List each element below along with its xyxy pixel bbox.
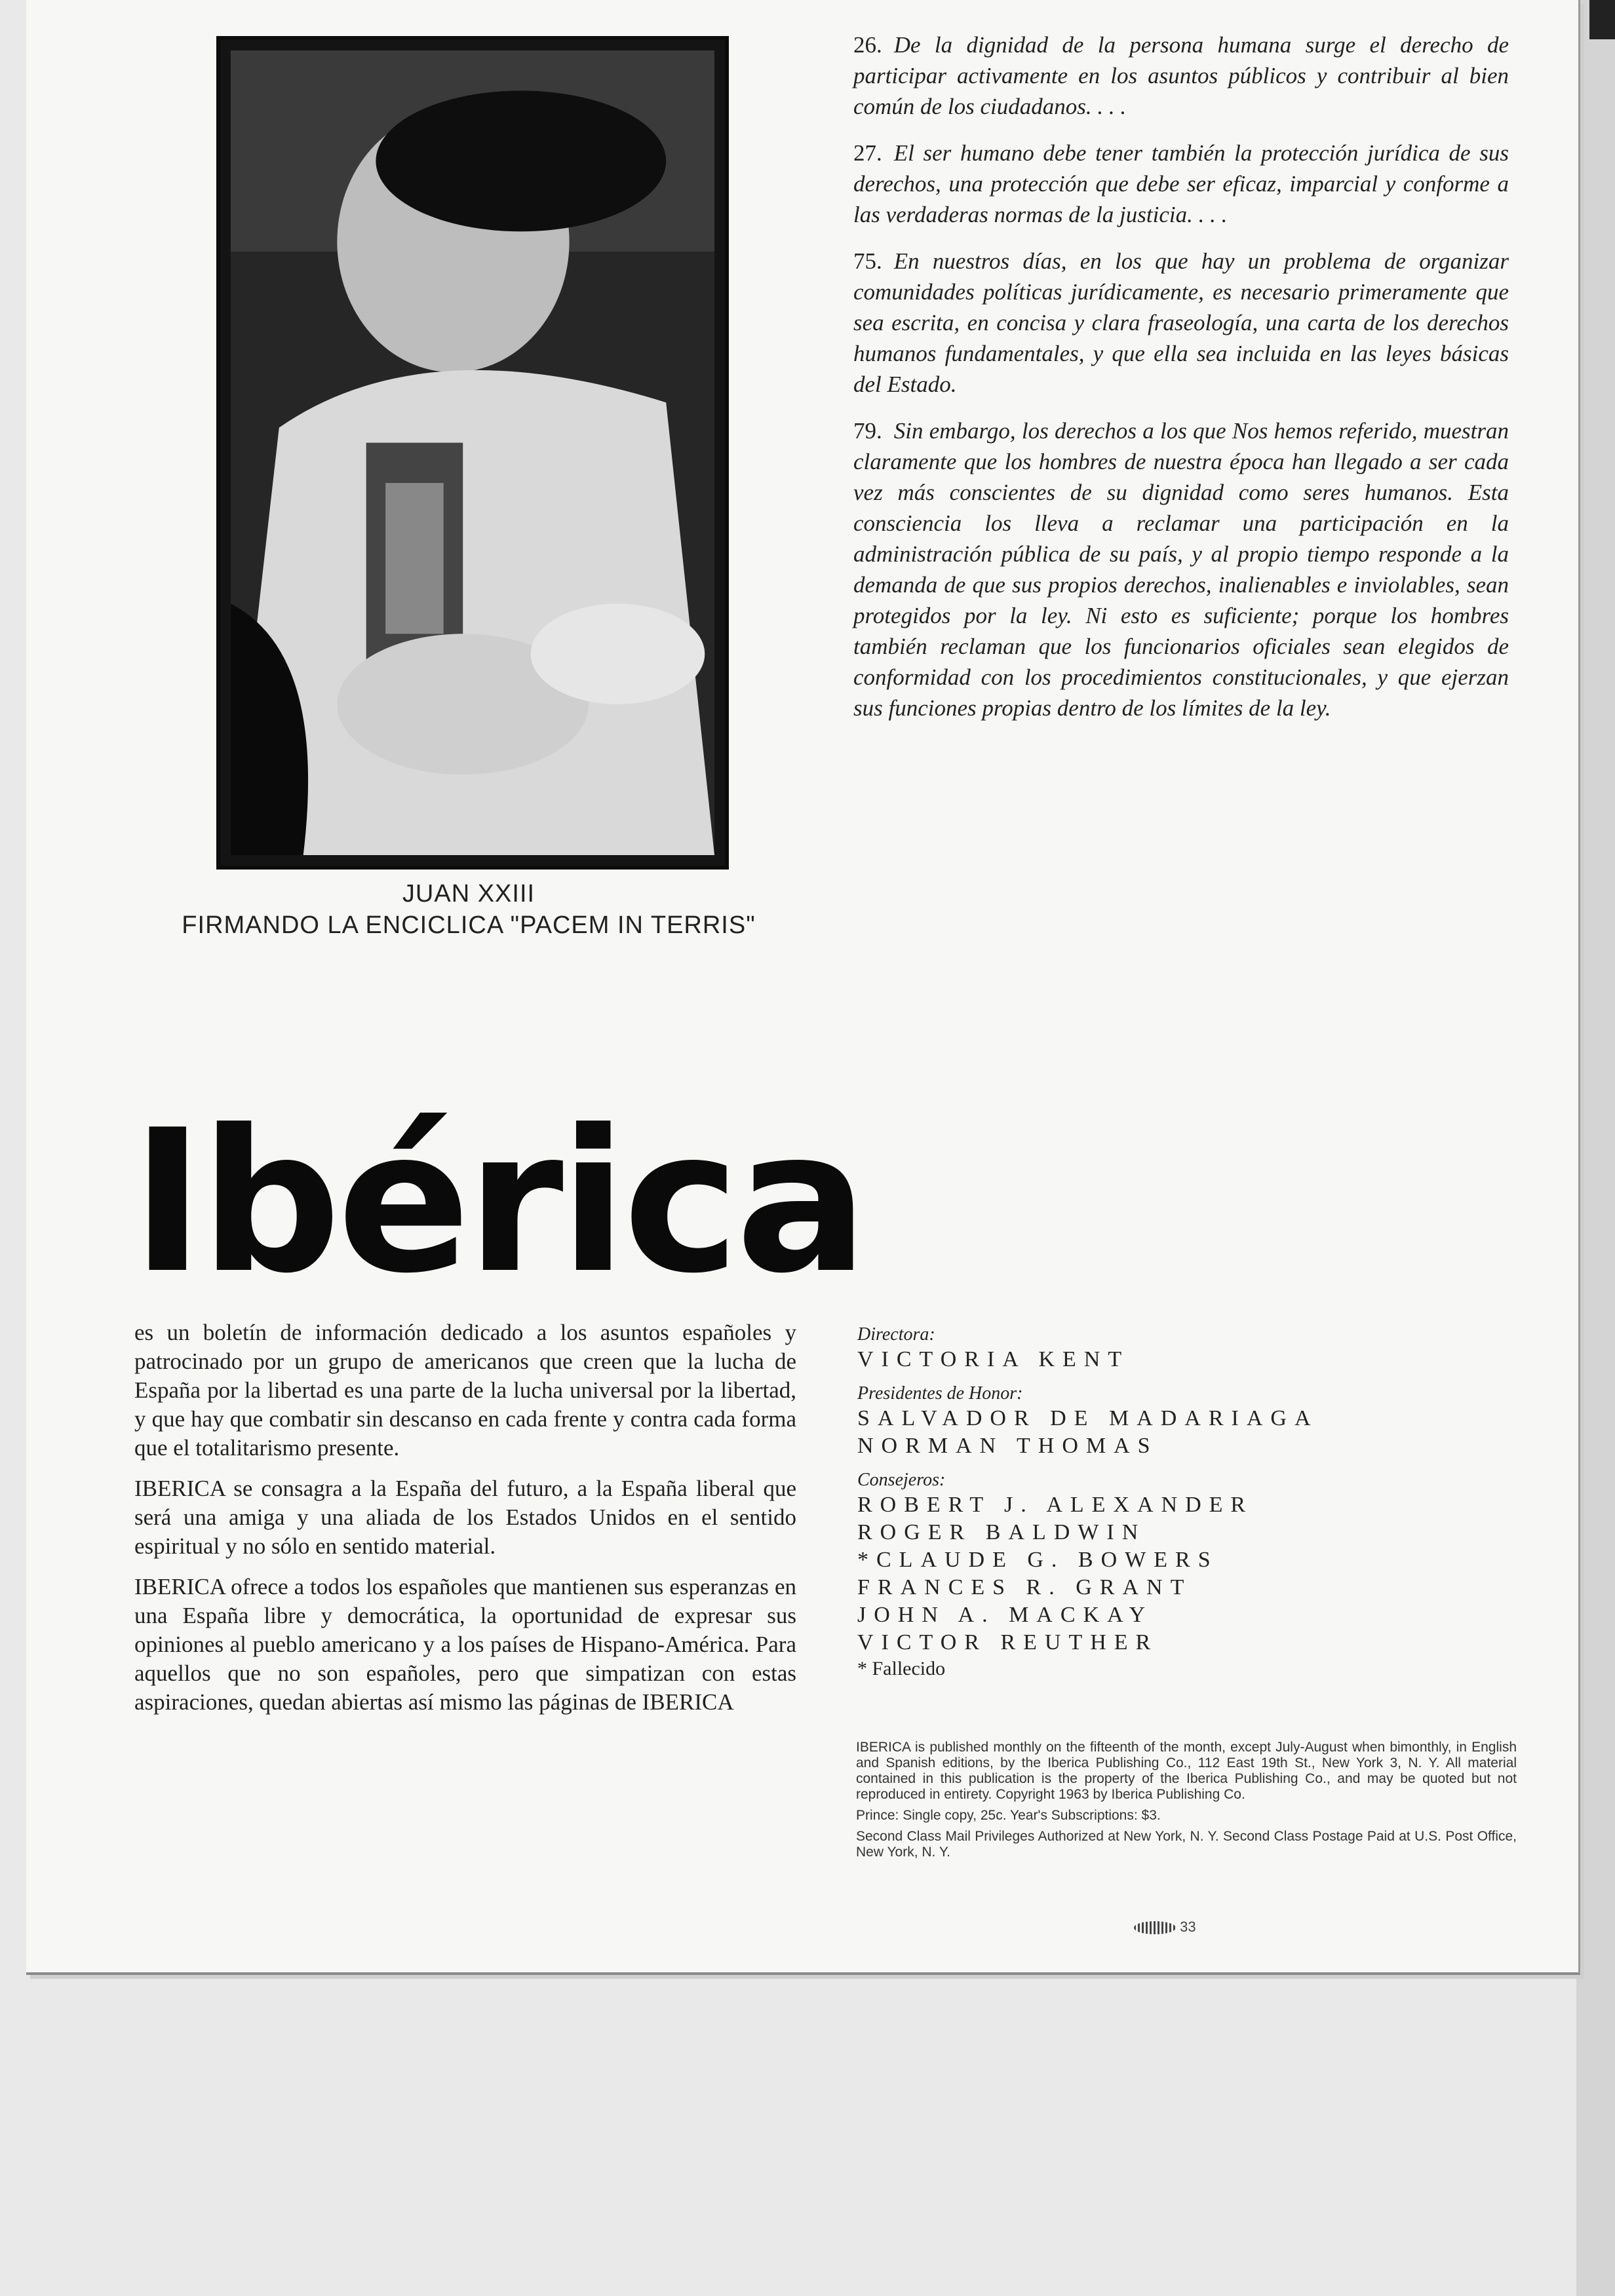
directora-group (857, 1324, 1513, 1373)
intro-paragraph: es un boletín de información dedicado a los asuntos españoles y patrocinado por un grupo de americanos que creen que la lucha de España por la libertad es una parte de la lucha universal por la libertad, y que hay que combatir sin descanso en cada frente y contra cada forma que el totalitarismo presente. (134, 1320, 796, 1461)
excerpt-number: 79. (853, 418, 882, 444)
directora-name: VICTORIA KENT (857, 1347, 1130, 1371)
excerpt-75 (853, 246, 1509, 400)
scan-edge (1576, 0, 1615, 2296)
intro-text (134, 1318, 796, 1729)
presidentes-group (857, 1383, 1513, 1460)
presidente-name: SALVADOR DE MADARIAGA (857, 1406, 1319, 1430)
encyclical-excerpts (853, 29, 1509, 739)
staff-list (857, 1317, 1513, 1691)
excerpt-27 (853, 138, 1509, 230)
excerpt-text: Sin embargo, los derechos a los que Nos hemos referido, muestran claramente que los hombres de nuestra época han llegado a ser cada vez más conscientes de su dignidad como seres humanos. Esta consciencia los lleva a reclamar una participación en la administración pública de su país, y al propio tiempo responde a la demanda de que sus propios derechos, inalienables e inviolables, sean protegidos por la ley. Ni esto es suficiente; porque los hombres también reclaman que los funcionarios oficiales sean elegidos de conformidad con los procedimientos constitucionales, y que ejerzan sus funciones propias dentro de los límites de la ley. (853, 418, 1509, 721)
caption-line-2: FIRMANDO LA ENCICLICA "PACEM IN TERRIS" (182, 911, 756, 939)
consejero-name: *CLAUDE G. BOWERS (857, 1548, 1218, 1572)
directora-label: Directora: (857, 1324, 935, 1345)
consejero-name: JOHN A. MACKAY (857, 1603, 1154, 1627)
scan-edge-shadow (1589, 0, 1615, 39)
ornament-icon (1134, 1921, 1176, 1934)
price-statement: Prince: Single copy, 25c. Year's Subscriptions: $3. (856, 1808, 1161, 1823)
consejeros-group (857, 1469, 1513, 1681)
excerpt-79 (853, 415, 1509, 723)
mail-statement: Second Class Mail Privileges Authorized at New York, N. Y. Second Class Postage Paid at U.S. Post Office, New York, N. Y. (856, 1829, 1517, 1860)
page-number: 33 (1180, 1919, 1196, 1935)
presidentes-label: Presidentes de Honor: (857, 1383, 1023, 1404)
consejeros-label: Consejeros: (857, 1470, 946, 1490)
excerpt-text: De la dignidad de la persona humana surge el derecho de participar activamente en los asuntos públicos y contribuir al bien común de los ciudadanos. . . . (853, 32, 1509, 119)
photo-caption (125, 878, 813, 941)
excerpt-text: El ser humano debe tener también la protección jurídica de sus derechos, una protección que debe ser eficaz, imparcial y conforme a las verdaderas normas de la justicia. . . . (853, 140, 1509, 227)
consejero-name: ROBERT J. ALEXANDER (857, 1493, 1254, 1517)
publication-notice (856, 1740, 1517, 1866)
document-page (26, 0, 1580, 1975)
intro-paragraph: IBERICA se consagra a la España del futuro, a la España liberal que será una amiga y una aliada de los Estados Unidos en el sentido espiritual y no sólo en sentido material. (134, 1476, 796, 1559)
photo-illustration (231, 50, 714, 855)
pope-photo (216, 36, 729, 870)
excerpt-number: 27. (853, 140, 882, 166)
consejero-name: ROGER BALDWIN (857, 1520, 1146, 1544)
consejero-name: FRANCES R. GRANT (857, 1575, 1192, 1599)
pope-photo-image (231, 50, 714, 855)
excerpt-number: 75. (853, 248, 882, 274)
excerpt-26 (853, 29, 1509, 122)
page-folio (1134, 1919, 1226, 1938)
deceased-footnote: * Fallecido (857, 1658, 946, 1679)
intro-paragraph: IBERICA ofrece a todos los españoles que mantienen sus esperanzas en una España libre y democrática, la oportunidad de expresar sus opiniones al pueblo americano y a los países de Hispano-América. Para aquellos que no son españoles, pero que simpatizan con estas aspiraciones, quedan abiertas así mismo las páginas de IBERICA (134, 1574, 796, 1715)
presidente-name: NORMAN THOMAS (857, 1434, 1158, 1458)
excerpt-text: En nuestros días, en los que hay un problema de organizar comunidades políticas jurídicamente, es necesario primeramente que sea escrita, en concisa y clara fraseología, una carta de los derechos humanos fundamentales, y que ella sea incluida en las leyes básicas del Estado. (853, 248, 1509, 397)
excerpt-number: 26. (853, 32, 882, 58)
iberica-masthead: Ibérica (131, 1088, 865, 1316)
caption-line-1: JUAN XXIII (402, 880, 535, 908)
consejero-name: VICTOR REUTHER (857, 1630, 1159, 1655)
publication-statement: IBERICA is published monthly on the fifteenth of the month, except July-August when bimonthly, in English and Spanish editions, by the Iberica Publishing Co., 112 East 19th St., New York 3, N. Y. All material contained in this publication is the property of the Iberica Publishing Co., and may be quoted but not reproduced in entirety. Copyright 1963 by Iberica Publishing Co. (856, 1740, 1517, 1802)
